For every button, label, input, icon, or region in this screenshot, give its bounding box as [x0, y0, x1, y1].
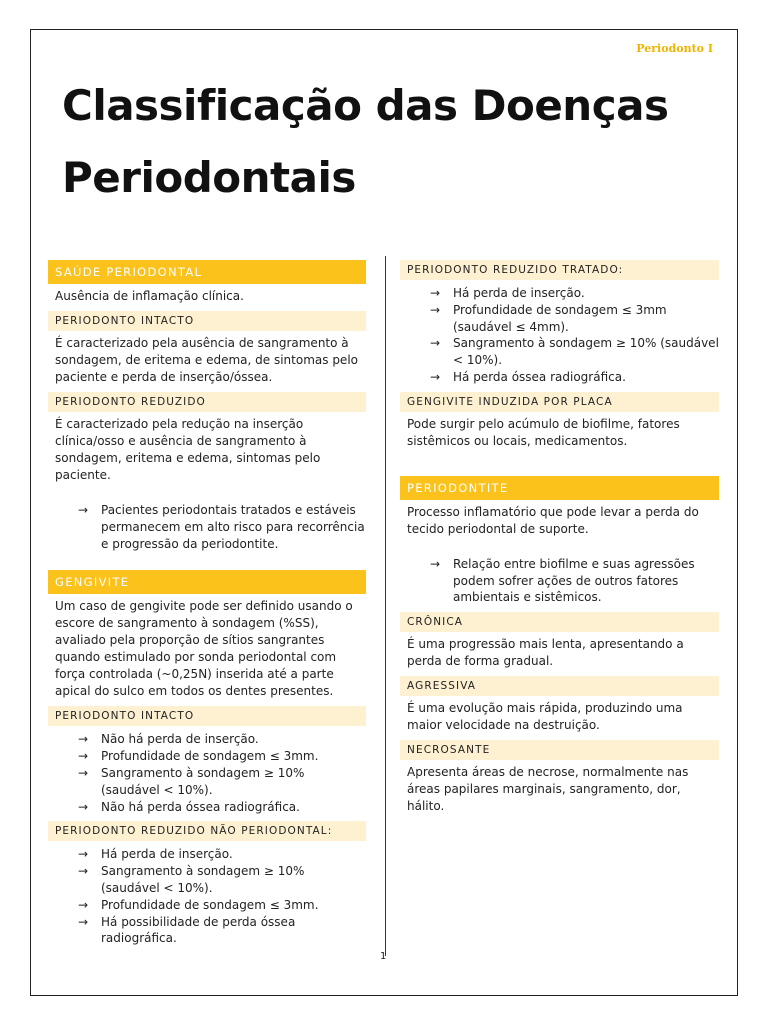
arrow-icon: →: [78, 749, 89, 764]
subheading-reduzido-tratado: PERIODONTO REDUZIDO TRATADO:: [400, 260, 719, 280]
list-item: → Pacientes periodontais tratados e estáveis permanecem em alto risco para recorrência e progressão da periodontite.: [78, 503, 365, 551]
arrow-icon: →: [78, 765, 89, 780]
subheading-cronica: CRÔNICA: [400, 612, 719, 632]
arrow-icon: →: [430, 286, 441, 300]
section-heading-gengivite: GENGIVITE: [48, 570, 366, 594]
subheading-agressiva: AGRESSIVA: [400, 676, 719, 696]
bullet-list-reduzido: [48, 502, 366, 552]
list-item: → Não há perda óssea radiográfica.: [78, 799, 300, 814]
subheading-reduzido-nao-periodontal: PERIODONTO REDUZIDO NÃO PERIODONTAL:: [48, 821, 366, 841]
arrow-icon: →: [78, 799, 89, 814]
arrow-icon: →: [78, 503, 89, 517]
subheading-necrosante: NECROSANTE: [400, 740, 719, 760]
list-item: → Profundidade de sondagem ≤ 3mm.: [78, 897, 319, 912]
text-periodonto-reduzido: É caracterizado pela redução na inserção clínica/osso e ausência de sangramento à sondagem, eritema e edema, sintomas pelo paciente.: [55, 417, 321, 482]
section-heading-periodontite: PERIODONTITE: [400, 476, 719, 500]
section-text-periodontite: Processo inflamatório que pode levar a perda do tecido periodontal de suporte.: [407, 504, 699, 536]
text-periodonto-intacto: É caracterizado pela ausência de sangramento à sondagem, de eritema e edema, de sintomas pelo paciente e perda de inserção/óssea.: [55, 336, 358, 384]
arrow-icon: →: [430, 369, 441, 384]
text-cronica: É uma progressão mais lenta, apresentando a perda de forma gradual.: [407, 637, 684, 669]
list-item: → Há possibilidade de perda óssea radiográfica.: [78, 914, 296, 946]
arrow-icon: →: [78, 914, 89, 929]
arrow-icon: →: [430, 556, 441, 571]
text-gengivite-placa: Pode surgir pelo acúmulo de biofilme, fatores sistêmicos ou locais, medicamentos.: [407, 416, 680, 448]
subheading-gengivite-placa: GENGIVITE INDUZIDA POR PLACA: [400, 392, 719, 412]
list-item: → Relação entre biofilme e suas agressões podem sofrer ações de outros fatores ambientais e sistêmicos.: [430, 556, 695, 605]
arrow-icon: →: [78, 732, 89, 747]
bullet-list-gengivite-intacto: [48, 731, 366, 815]
column-divider: [385, 256, 386, 956]
list-item: → Sangramento à sondagem ≥ 10% (saudável < 10%).: [78, 864, 305, 895]
left-column: [48, 260, 366, 947]
list-item: → Sangramento à sondagem ≥ 10% (saudável < 10%).: [430, 336, 719, 368]
list-item: → Não há perda de inserção.: [78, 732, 259, 747]
arrow-icon: →: [78, 864, 89, 879]
page-title: Classificação das Doenças Periodontais: [62, 81, 669, 202]
text-necrosante: Apresenta áreas de necrose, normalmente nas áreas papilares marginais, sangramento, dor, hálito.: [407, 765, 689, 814]
subheading-gengivite-intacto: PERIODONTO INTACTO: [48, 706, 366, 726]
header-tag: Periodonto I: [636, 42, 713, 55]
section-heading-saude: SAÚDE PERIODONTAL: [48, 260, 366, 284]
page-number: 1: [380, 951, 387, 962]
section-text-gengivite: Um caso de gengivite pode ser definido usando o escore de sangramento à sondagem (%SS), avaliado pela proporção de sítios sangrantes quando estimulado por sonda periodontal com força controlada (~0,25N) inserida até a parte apical do sulco em todos os dentes presentes.: [55, 599, 353, 699]
section-text-saude: Ausência de inflamação clínica.: [55, 289, 244, 303]
list-item: → Há perda de inserção.: [430, 286, 585, 300]
arrow-icon: →: [78, 847, 89, 862]
list-item: → Há perda de inserção.: [78, 847, 233, 862]
text-agressiva: É uma evolução mais rápida, produzindo uma maior velocidade na destruição.: [407, 701, 683, 733]
bullet-list-reduzido-nao-periodontal: [48, 846, 366, 947]
bullet-list-reduzido-tratado: [400, 285, 719, 386]
list-item: → Sangramento à sondagem ≥ 10% (saudável < 10%).: [78, 765, 305, 797]
arrow-icon: →: [430, 302, 441, 317]
subheading-periodonto-intacto: PERIODONTO INTACTO: [48, 311, 366, 331]
right-column: [400, 260, 719, 821]
arrow-icon: →: [78, 897, 89, 912]
list-item: → Profundidade de sondagem ≤ 3mm.: [78, 749, 319, 764]
arrow-icon: →: [430, 336, 441, 351]
subheading-periodonto-reduzido: PERIODONTO REDUZIDO: [48, 392, 366, 412]
list-item: → Profundidade de sondagem ≤ 3mm (saudável ≤ 4mm).: [430, 302, 667, 334]
list-item: → Há perda óssea radiográfica.: [430, 369, 626, 384]
bullet-list-periodontite: [400, 556, 719, 606]
